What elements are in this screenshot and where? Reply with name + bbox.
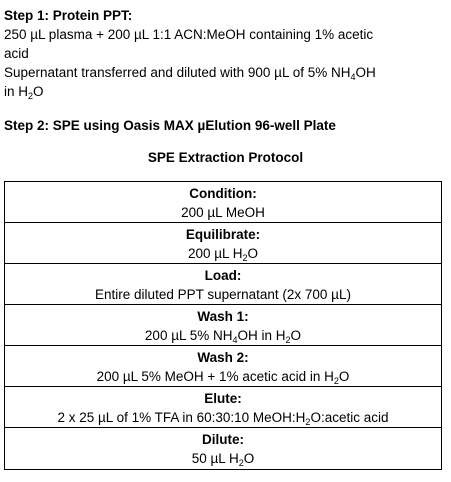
protocol-row-condition (5, 182, 441, 223)
row-detail-text: 200 µL H (187, 246, 243, 261)
row-detail (5, 326, 441, 345)
step1-line3-text: Supernatant transferred and diluted with 900 µL of 5% NH (4, 65, 351, 80)
row-detail-subscript: 2 (333, 376, 339, 386)
step1-line3-subscript: 4 (350, 72, 356, 82)
row-detail-subscript: 2 (238, 458, 244, 468)
row-label: Dilute: (202, 432, 244, 447)
protocol-title: SPE Extraction Protocol (147, 150, 304, 165)
step1-line4 (4, 84, 44, 99)
row-detail-text: 200 µL 5% MeOH + 1% acetic acid in H (96, 369, 334, 384)
row-detail-subscript: 2 (305, 417, 311, 427)
row-detail-end: O (290, 328, 302, 343)
protocol-row-elute (5, 387, 441, 428)
step1-heading: Step 1: Protein PPT: (4, 8, 133, 23)
row-detail-end: O (247, 246, 259, 261)
row-detail-middle: OH in H (237, 328, 286, 343)
step1-line2: acid (4, 46, 29, 61)
row-detail: Entire diluted PPT supernatant (2x 700 µL) (95, 287, 351, 302)
step1-line4-end: O (33, 84, 44, 99)
row-detail-end: O:acetic acid (310, 410, 389, 425)
step1-line4-text: in H (4, 84, 29, 99)
row-detail (5, 449, 441, 468)
step2-heading: Step 2: SPE using Oasis MAX µElution 96-well Plate (4, 118, 336, 133)
step1-line4-subscript: 2 (28, 91, 34, 101)
protocol-row-wash2 (5, 346, 441, 387)
step1-line3-end: OH (355, 65, 376, 80)
row-label: Elute: (204, 391, 242, 406)
row-detail-subscript: 4 (232, 335, 238, 345)
row-detail-text: 50 µL H (191, 451, 239, 466)
row-label: Wash 1: (197, 309, 249, 324)
row-detail-subscript-2: 2 (285, 335, 291, 345)
row-detail (5, 244, 441, 263)
row-detail-end: O (338, 369, 350, 384)
row-label: Load: (204, 268, 242, 283)
row-detail (5, 367, 441, 386)
step1-line1: 250 µL plasma + 200 µL 1:1 ACN:MeOH containing 1% acetic (4, 27, 374, 42)
protocol-row-equilibrate (5, 223, 441, 264)
protocol-row-load (5, 264, 441, 305)
row-detail-text: 2 x 25 µL of 1% TFA in 60:30:10 MeOH:H (57, 410, 306, 425)
protocol-row-wash1 (5, 305, 441, 346)
row-detail (5, 408, 441, 427)
row-detail: 200 µL MeOH (181, 205, 265, 220)
row-detail-end: O (243, 451, 255, 466)
row-detail-subscript: 2 (242, 253, 248, 263)
step1-line3 (4, 65, 376, 80)
row-label: Condition: (189, 186, 257, 201)
protocol-table (4, 181, 442, 470)
row-label: Equilibrate: (185, 227, 261, 242)
protocol-row-dilute (5, 428, 441, 469)
row-label: Wash 2: (197, 350, 249, 365)
row-detail-text: 200 µL 5% NH (144, 328, 233, 343)
